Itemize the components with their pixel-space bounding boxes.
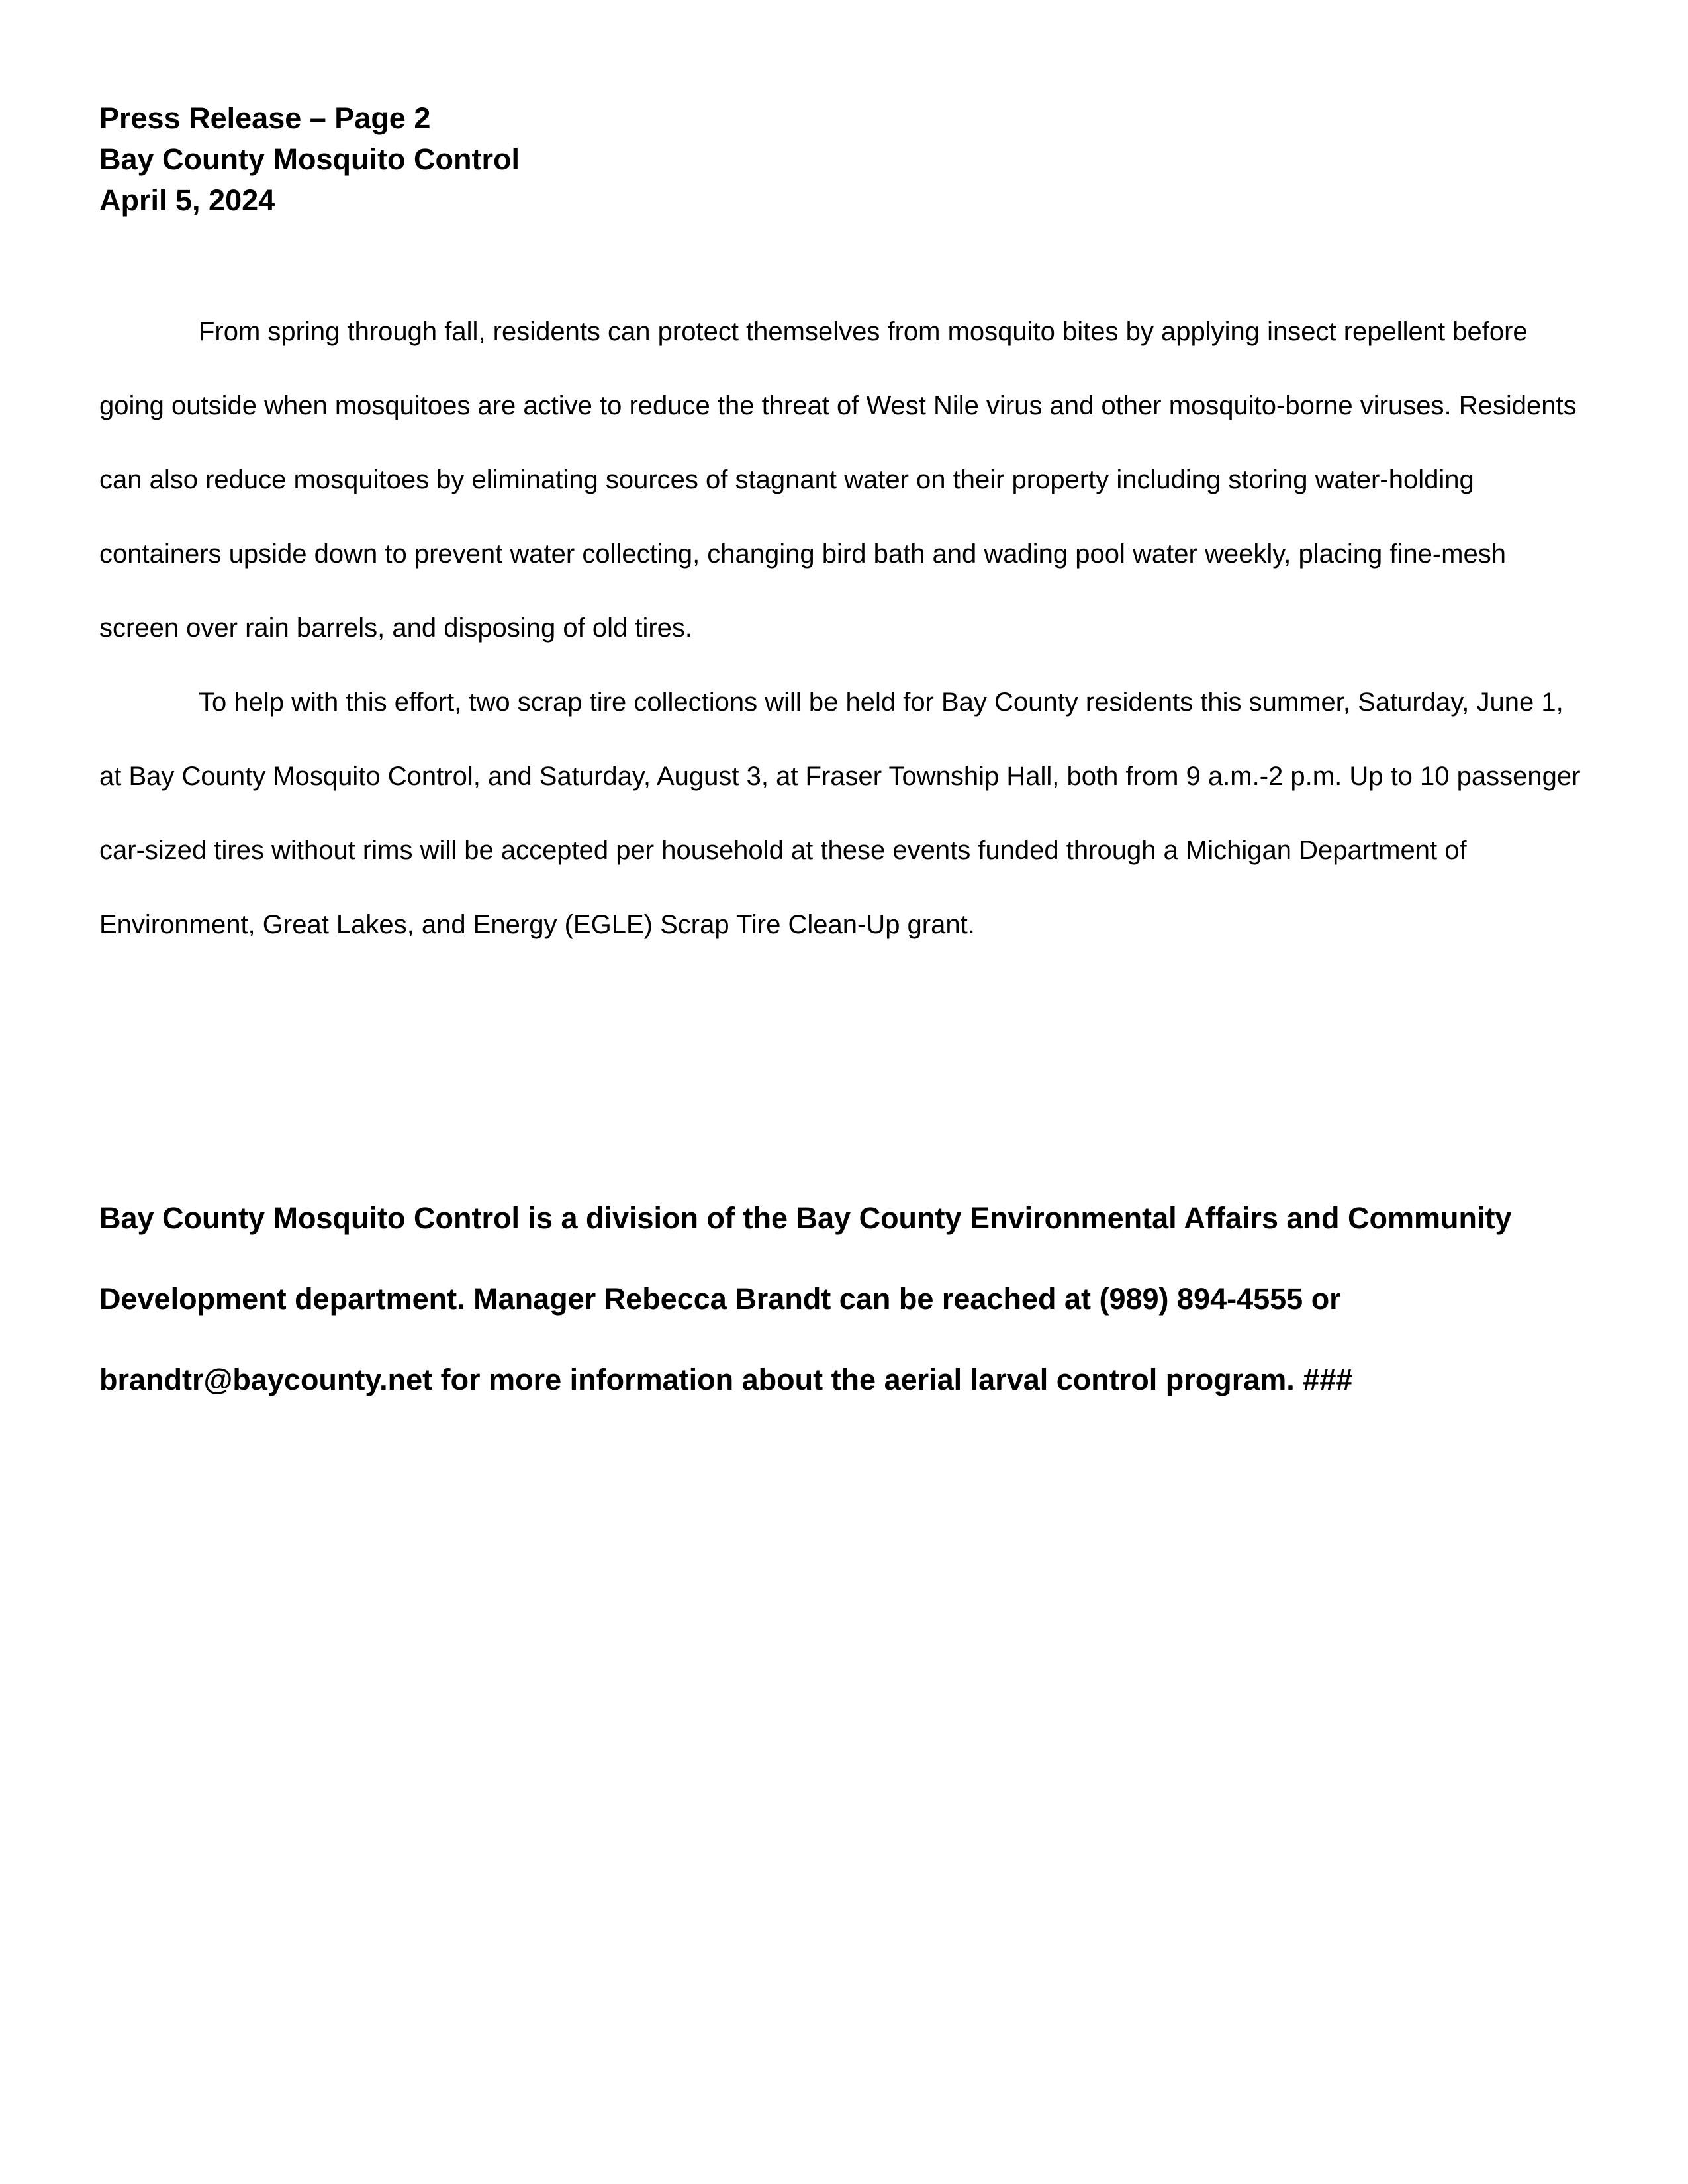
- press-release-body: [99, 295, 1585, 962]
- press-release-footer: [99, 1178, 1575, 1420]
- press-release-header: [99, 98, 1158, 221]
- paragraph-tire-collection: To help with this effort, two scrap tire collections will be held for Bay County residents this summer, Saturday, June 1, at Bay County Mosquito Control, and Saturday, August 3, at Fraser Township Hall, both from 9 a.m.-2 p.m. Up to 10 passenger car-sized tires without rims will be accepted per household at these events funded through a Michigan Department of Environment, Great Lakes, and Energy (EGLE) Scrap Tire Clean-Up grant.: [99, 688, 1581, 939]
- page-label: Press Release – Page 2: [99, 101, 431, 135]
- contact-statement: Bay County Mosquito Control is a division of the Bay County Environmental Affairs and Community Development department. Manager Rebecca Brandt can be reached at (989) 894-4555 or brandtr@baycounty.net for more information about the aerial larval control program. ###: [99, 1201, 1512, 1396]
- release-date: April 5, 2024: [99, 183, 275, 217]
- organization-name: Bay County Mosquito Control: [99, 142, 520, 176]
- paragraph-repellent: From spring through fall, residents can protect themselves from mosquito bites by applying insect repellent before going outside when mosquitoes are active to reduce the threat of West Nile virus and other mosquito-borne viruses. Residents can also reduce mosquitoes by eliminating sources of stagnant water on their property including storing water-holding containers upside down to prevent water collecting, changing bird bath and wading pool water weekly, placing fine-mesh screen over rain barrels, and disposing of old tires.: [99, 317, 1577, 643]
